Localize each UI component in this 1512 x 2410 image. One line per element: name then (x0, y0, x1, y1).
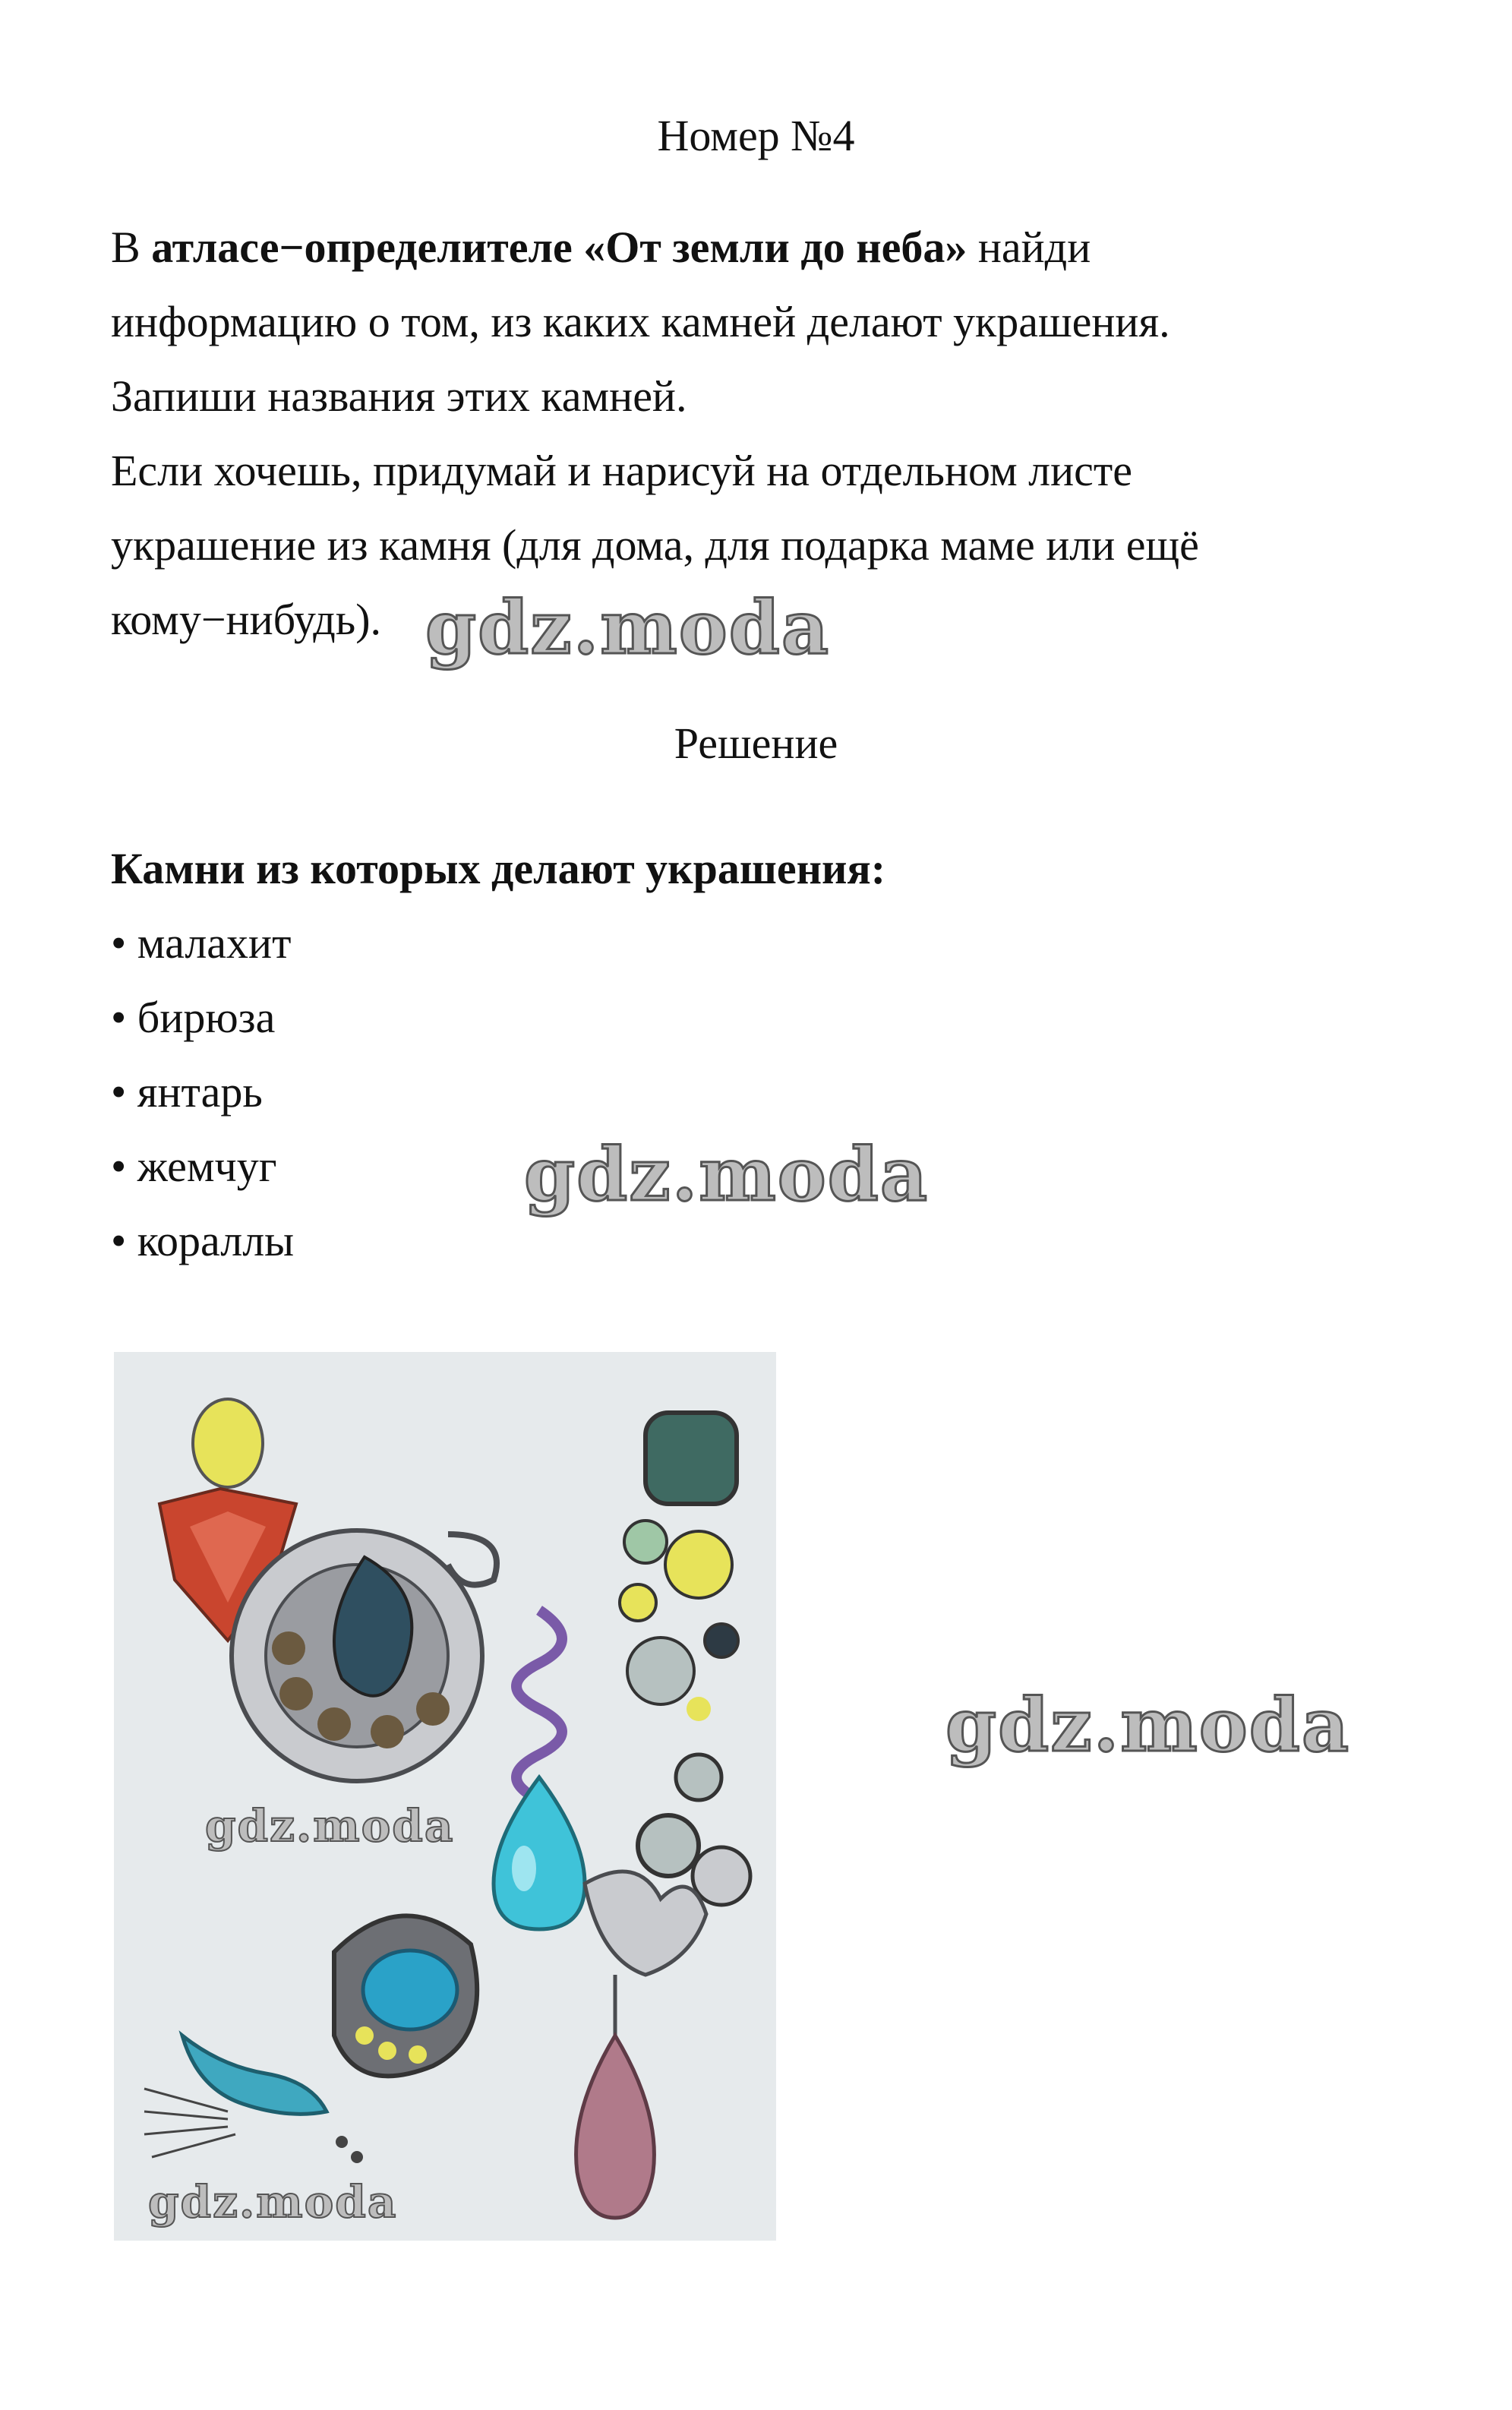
bird-brooch (144, 2036, 363, 2163)
malachite-cluster-earring (620, 1413, 750, 1905)
task-intro-bold: атласе−определителе «От земли до неба» (151, 223, 967, 272)
list-item: • малахит (111, 918, 292, 968)
watermark-logo: gdz.moda (524, 1132, 930, 1218)
turquoise-drop-earring (494, 1610, 585, 1929)
task-line-5: украшение из камня (для дома, для подарка маме или ещё (111, 520, 1199, 570)
list-item: • кораллы (111, 1216, 295, 1265)
task-intro-suffix: найди (967, 223, 1091, 272)
task-line-2: информацию о том, из каких камней делают украшения. (111, 297, 1170, 346)
solution-subheading-text: Камни из которых делают украшения: (111, 844, 886, 893)
watermark-logo: gdz.moda (205, 1800, 455, 1852)
task-intro-prefix: В (111, 223, 152, 272)
jewelry-drawing (114, 1352, 776, 2241)
solution-heading: Решение (674, 719, 838, 768)
list-item: • янтарь (111, 1067, 263, 1117)
list-item: • бирюза (111, 993, 276, 1042)
amethyst-drop-earring (576, 1871, 706, 2218)
blue-stone-ring (334, 1916, 477, 2076)
filigree-brooch (232, 1530, 497, 1781)
task-line-3: Запиши названия этих камней. (111, 371, 687, 421)
task-line-1 (111, 210, 1447, 285)
page-title: Номер №4 (657, 111, 855, 160)
watermark-logo: gdz.moda (148, 2176, 398, 2228)
task-line-6: кому−нибудь). (111, 595, 382, 644)
stones-list (111, 906, 294, 1278)
solution-subheading (111, 832, 1447, 906)
watermark-logo: gdz.moda (425, 585, 831, 671)
watermark-logo: gdz.moda (945, 1682, 1351, 1768)
jewelry-illustration (114, 1352, 776, 2241)
list-item: • жемчуг (111, 1142, 277, 1191)
task-line-4: Если хочешь, придумай и нарисуй на отдельном листе (111, 446, 1132, 495)
